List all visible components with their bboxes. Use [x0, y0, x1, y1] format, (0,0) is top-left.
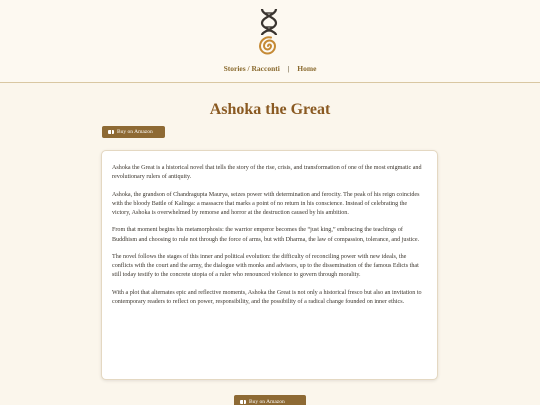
main-nav [0, 64, 540, 73]
site-header [0, 0, 540, 82]
buy-on-amazon-button-bottom[interactable] [234, 395, 306, 405]
nav-link-home[interactable]: Home [297, 64, 317, 73]
description-paragraph: With a plot that alternates epic and reflective moments, Ashoka the Great is not only a historical fresco but also an invitation to contemporary readers to reflect on power, responsibility, and the possibility of a radical change founded on inner ethics. [112, 289, 422, 306]
book-description-card [101, 150, 438, 380]
nav-separator: | [287, 64, 290, 73]
nav-link-stories[interactable]: Stories / Racconti [223, 64, 280, 73]
buy-button-label: Buy on Amazon [117, 129, 153, 135]
description-paragraph: From that moment begins his metamorphosis: the warrior emperor becomes the “just king,” embracing the teachings of Buddhism and choosing to rule not through the force of arms, but with Dharma, the law of compassion, tolerance, and justice. [112, 227, 420, 243]
buy-on-amazon-button[interactable] [102, 126, 165, 138]
book-icon [108, 130, 114, 134]
description-paragraph: Ashoka the Great is a historical novel that tells the story of the rise, crisis, and transformation of one of the most enigmatic and revolutionary rulers of antiquity. [112, 165, 422, 181]
book-icon [240, 400, 246, 404]
buy-button-label: Buy on Amazon [249, 399, 285, 405]
page-title: Ashoka the Great [209, 101, 331, 118]
dna-spiral-logo-icon[interactable] [253, 7, 285, 61]
header-divider [0, 82, 540, 83]
description-paragraph: The novel follows the stages of this inner and political evolution: the difficulty of reconciling power with new ideals, the conflicts with the court and the army, the dialogue with monks and advisors, up to the dissemination of the famous Edicts that still today testify to the concrete utopia of a ruler who renounced violence to govern through morality. [112, 254, 419, 279]
description-paragraph: Ashoka, the grandson of Chandragupta Maurya, seizes power with determination and ferocity. The peak of his reign coincides with the bloody Battle of Kalinga: a massacre that marks a point of no return in his conscience. Instead of celebrating the victory, Ashoka is overwhelmed by remorse and horror at the destruction caused by his ambition. [112, 191, 420, 216]
